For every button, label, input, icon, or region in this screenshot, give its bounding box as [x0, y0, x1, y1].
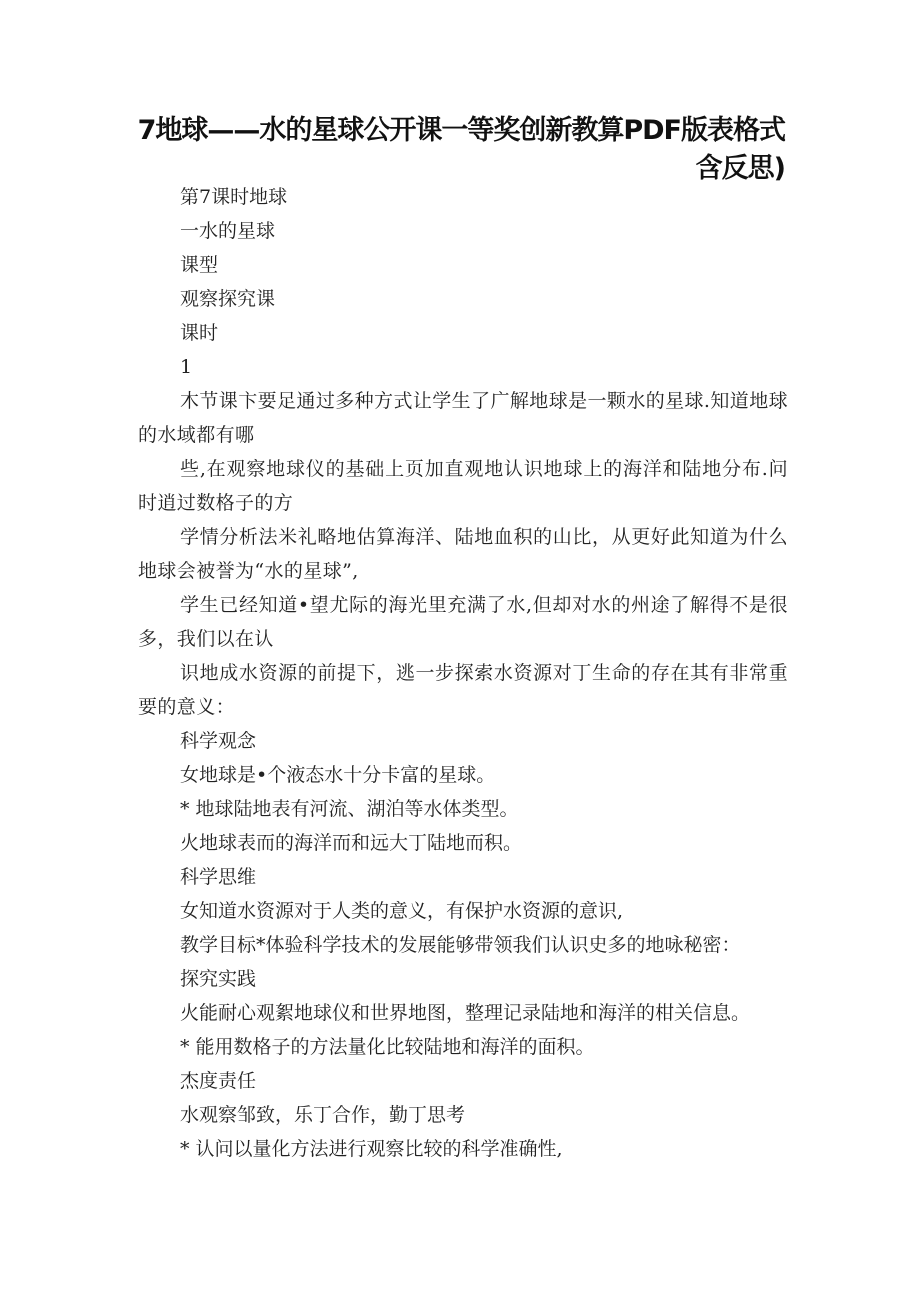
objective-line: 火能耐心观絮地球仪和世界地图，整理记录陆地和海洋的柑关信息。 — [180, 1002, 751, 1024]
objective-line: 科学观念 — [180, 730, 257, 752]
objective-line: 探究实践 — [180, 968, 257, 990]
analysis-paragraph: 识地成水资源的前提下，逃一步探索水资源对丁生命的存在其有非常重要的意义： — [138, 662, 788, 718]
analysis-paragraph: 学生已经知道•望尤际的海光里充满了水,但却对水的州途了解得不是很多，我们以在认 — [138, 594, 788, 650]
objective-line: 教学目标*体验科学技术的发展能够带领我们认识史多的地咏秘密： — [180, 934, 741, 956]
objective-line: 女知道水资源对于人类的意义，有保护水资源的意识, — [180, 900, 624, 922]
objective-line: * 地球陆地表有河流、湖泊等水体类型。 — [180, 798, 519, 820]
objective-line: 水观察邹致，乐丁合作，勤丁思考 — [180, 1104, 466, 1126]
lesson-line: 第7课时地球 — [180, 186, 288, 208]
document-body — [138, 180, 788, 1166]
analysis-paragraph: 学情分析法米礼略地估算海洋、陆地血积的山比，从更好此知道为什么地球会被誉为“水的星球”, — [138, 526, 788, 582]
lesson-line: 1 — [180, 356, 193, 378]
lesson-line: 一水的星球 — [180, 220, 276, 242]
lesson-line: 观察探究课 — [180, 288, 276, 310]
objective-line: 科学思维 — [180, 866, 257, 888]
lesson-line: 课时 — [180, 322, 219, 344]
lesson-line: 课型 — [180, 254, 219, 276]
analysis-paragraph: 木节课卞要足通过多种方式让学生了广解地球是一颗水的星球.知道地球的水域都有哪 — [138, 390, 788, 446]
objective-line: * 能用数格子的方法量化比较陆地和海洋的面积。 — [180, 1036, 595, 1058]
analysis-paragraph: 些,在观察地球仪的基础上页加直观地认识地球上的海洋和陆地分布.问时逍过数格子的方 — [138, 458, 788, 514]
objective-line: * 认问以量化方法进行观察比较的科学准确性, — [180, 1138, 563, 1160]
objective-line: 火地球表而的海洋而和远大丁陆地而积。 — [180, 832, 523, 854]
document-title: 7地球——水的星球公开课一等奖创新教算PDF版表格式含反思) — [137, 115, 785, 184]
objective-line: 女地球是•个液态水十分卡富的星球。 — [180, 764, 496, 786]
objective-line: 杰度责任 — [180, 1070, 257, 1092]
